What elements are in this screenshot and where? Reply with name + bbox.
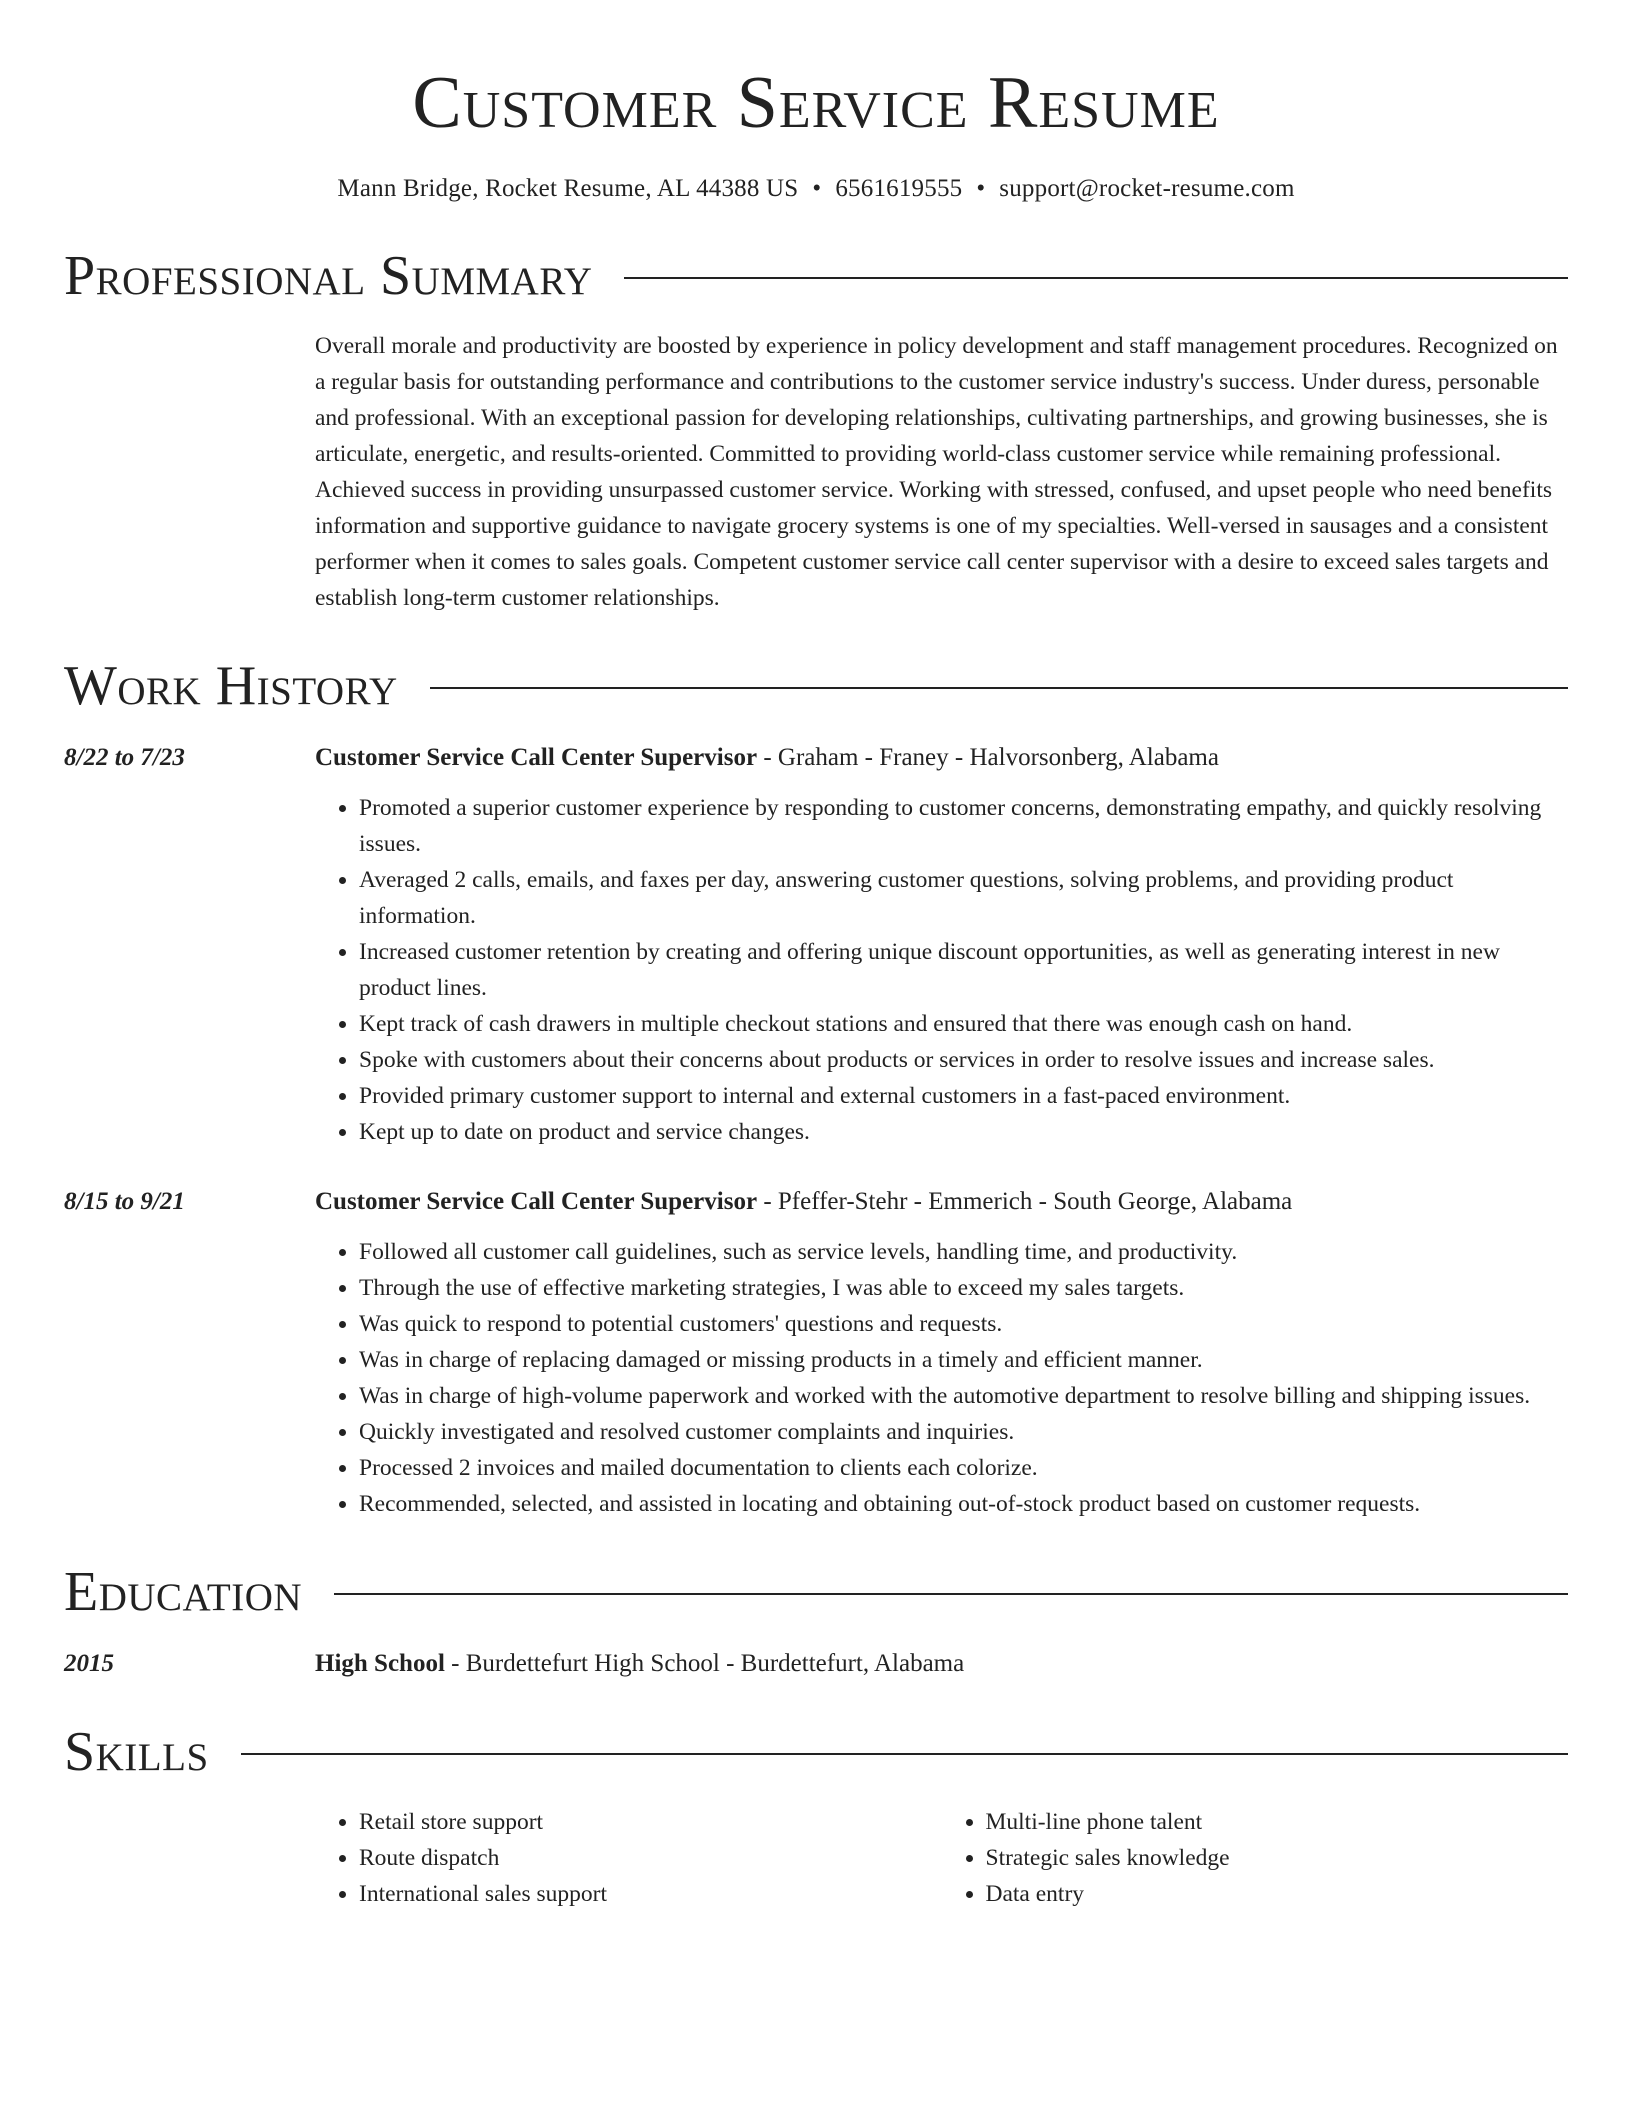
list-item: • Quickly investigated and resolved customer complaints and inquiries. <box>359 1414 1568 1450</box>
list-item: • Through the use of effective marketing strategies, I was able to exceed my sales targets. <box>359 1270 1568 1306</box>
job-position: Customer Service Call Center Supervisor <box>315 744 758 771</box>
skills-column-left <box>315 1804 942 1912</box>
list-item: • International sales support <box>359 1876 942 1912</box>
summary-text: Overall morale and productivity are boosted by experience in policy development and staff management procedures. Recognized on a regular basis for outstanding performance and contributions to the customer service industry's success. Under duress, personable and professional. With an exceptional passion for developing relationships, cultivating partnerships, and growing businesses, she is articulate, energetic, and results-oriented. Committed to providing world-class customer service while remaining professional. Achieved success in providing unsurpassed customer service. Working with stressed, confused, and upset people who need benefits information and supportive guidance to navigate grocery systems is one of my specialties. Well-versed in sausages and a consistent performer when it comes to sales goals. Competent customer service call center supervisor with a desire to exceed sales targets and establish long-term customer relationships. <box>315 333 1558 611</box>
skills-list <box>315 1804 1568 1912</box>
contact-phone: 6561619555 <box>835 175 963 202</box>
list-item: • Promoted a superior customer experience by responding to customer concerns, demonstrating empathy, and quickly resolving issues. <box>359 790 1568 862</box>
contact-address: Mann Bridge, Rocket Resume, AL 44388 US <box>337 175 799 202</box>
education-entry <box>64 1646 1568 1682</box>
job-body <box>315 1184 1568 1522</box>
list-item: • Processed 2 invoices and mailed documentation to clients each colorize. <box>359 1450 1568 1486</box>
section-divider <box>334 1593 1568 1595</box>
education-section-header <box>64 1560 1568 1624</box>
list-item: • Provided primary customer support to internal and external customers in a fast-paced environment. <box>359 1078 1568 1114</box>
contact-separator: • <box>812 175 822 202</box>
list-item: • Was in charge of high-volume paperwork and worked with the automotive department to resolve billing and shipping issues. <box>359 1378 1568 1414</box>
list-item: • Data entry <box>986 1876 1569 1912</box>
education-section-title: Education <box>64 1561 303 1623</box>
list-item: • Averaged 2 calls, emails, and faxes per day, answering customer questions, solving problems, and providing product information. <box>359 862 1568 934</box>
job-dates: 8/22 to 7/23 <box>64 744 185 771</box>
job-entry <box>64 740 1568 1150</box>
job-employer: - Graham - Franey - Halvorsonberg, Alabama <box>757 744 1219 771</box>
section-divider <box>241 1753 1568 1755</box>
job-heading <box>315 740 1568 776</box>
list-item: • Retail store support <box>359 1804 942 1840</box>
education-heading <box>315 1646 1568 1682</box>
section-divider <box>430 687 1568 689</box>
list-item: • Was quick to respond to potential customers' questions and requests. <box>359 1306 1568 1342</box>
summary-section-title: Professional Summary <box>64 245 593 307</box>
skills-section-title: Skills <box>64 1721 209 1783</box>
resume-title: Customer Service Resume <box>412 62 1220 144</box>
list-item: • Increased customer retention by creating and offering unique discount opportunities, as well as generating interest in new product lines. <box>359 934 1568 1006</box>
list-item: • Route dispatch <box>359 1840 942 1876</box>
contact-email: support@rocket-resume.com <box>999 175 1295 202</box>
list-item: • Strategic sales knowledge <box>986 1840 1569 1876</box>
education-degree: High School <box>315 1650 445 1677</box>
summary-section-header <box>64 244 1568 308</box>
work-section-title: Work History <box>64 655 398 717</box>
education-year: 2015 <box>64 1650 114 1677</box>
job-body <box>315 740 1568 1150</box>
list-item: • Was in charge of replacing damaged or missing products in a timely and efficient manner. <box>359 1342 1568 1378</box>
education-school: - Burdettefurt High School - Burdettefurt, Alabama <box>444 1650 965 1677</box>
list-item: • Recommended, selected, and assisted in locating and obtaining out-of-stock product based on customer requests. <box>359 1486 1568 1522</box>
job-employer: - Pfeffer-Stehr - Emmerich - South George, Alabama <box>757 1188 1293 1215</box>
list-item: • Kept up to date on product and service changes. <box>359 1114 1568 1150</box>
education-body <box>315 1646 1568 1682</box>
work-section-header <box>64 654 1568 718</box>
list-item: • Multi-line phone talent <box>986 1804 1569 1840</box>
job-dates: 8/15 to 9/21 <box>64 1188 185 1215</box>
job-heading <box>315 1184 1568 1220</box>
contact-line <box>64 172 1568 206</box>
list-item: • Kept track of cash drawers in multiple checkout stations and ensured that there was enough cash on hand. <box>359 1006 1568 1042</box>
skills-section-header <box>64 1720 1568 1784</box>
list-item: • Followed all customer call guidelines, such as service levels, handling time, and productivity. <box>359 1234 1568 1270</box>
job-position: Customer Service Call Center Supervisor <box>315 1188 758 1215</box>
section-divider <box>624 277 1568 279</box>
list-item: • Spoke with customers about their concerns about products or services in order to resolve issues and increase sales. <box>359 1042 1568 1078</box>
job-bullets <box>315 1234 1568 1522</box>
resume-page <box>64 0 1568 1912</box>
job-bullets <box>315 790 1568 1150</box>
contact-separator: • <box>976 175 986 202</box>
job-entry <box>64 1184 1568 1522</box>
skills-column-right <box>942 1804 1569 1912</box>
